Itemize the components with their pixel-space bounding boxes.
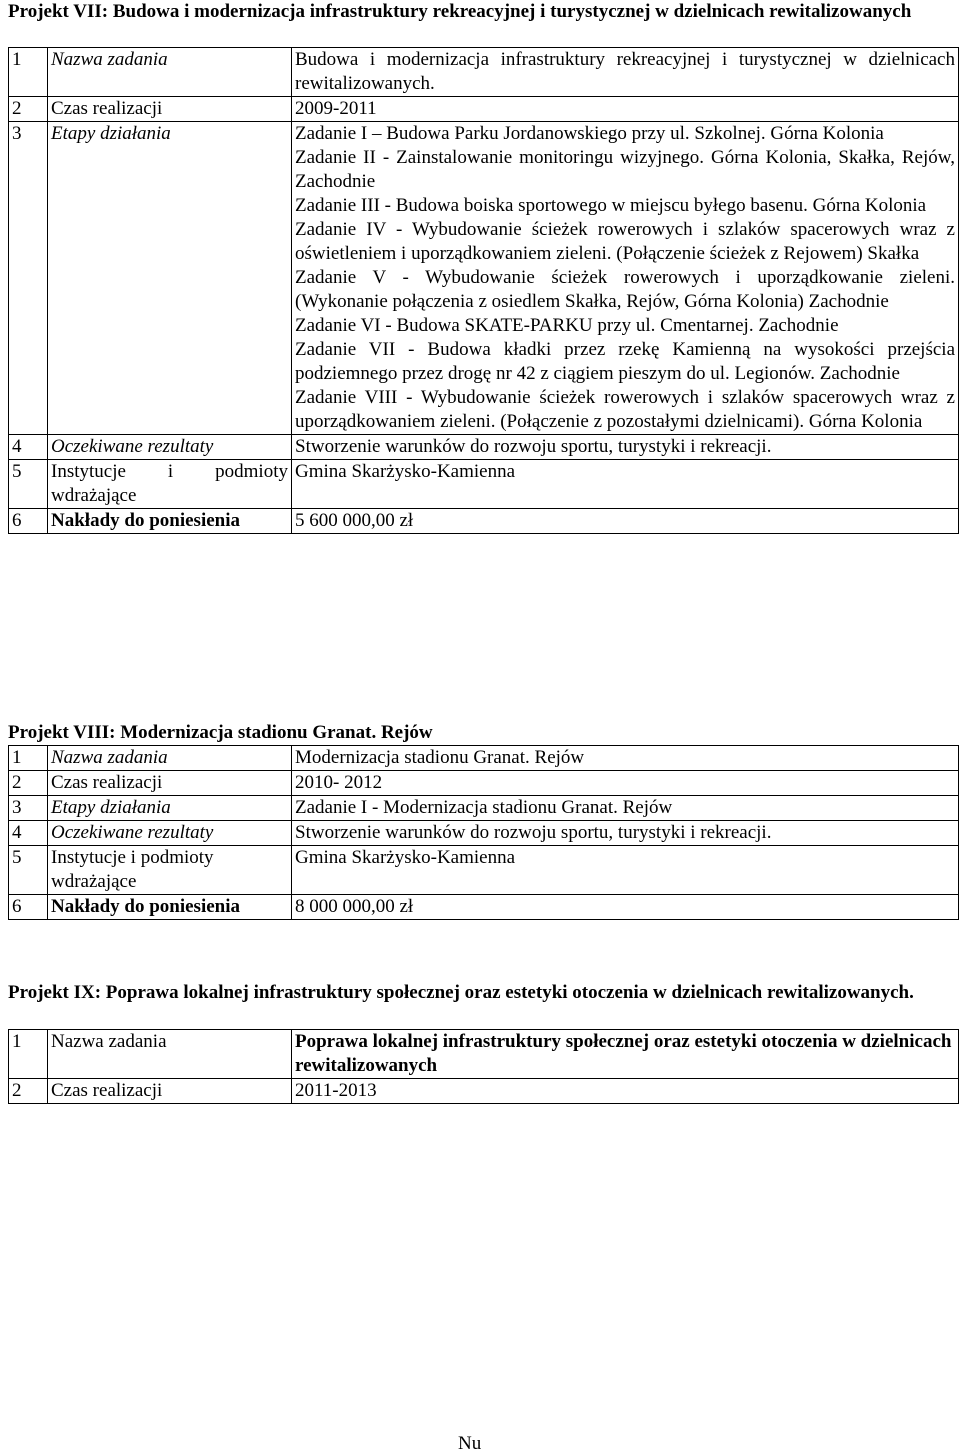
row-value: 2011-2013 (292, 1079, 959, 1104)
table-row (9, 1030, 959, 1079)
project-8-table (8, 745, 959, 920)
row-value: 8 000 000,00 zł (292, 895, 959, 920)
row-number: 3 (9, 122, 48, 435)
table-row (9, 796, 959, 821)
table-row (9, 895, 959, 920)
row-label: Oczekiwane rezultaty (48, 435, 292, 460)
row-label: Nazwa zadania (48, 48, 292, 97)
row-value: 2010- 2012 (292, 771, 959, 796)
row-number: 1 (9, 746, 48, 771)
row-number: 2 (9, 771, 48, 796)
row-label: Instytucje i podmioty wdrażające (48, 460, 292, 509)
task-item: Zadanie VII - Budowa kładki przez rzekę Kamienną na wysokości przejścia podziemnego przez drogę nr 42 z ciągiem pieszym do ul. Legionów. Zachodnie (295, 339, 955, 384)
page-footer: Nu (458, 1433, 482, 1454)
row-number: 5 (9, 460, 48, 509)
project-8-title: Projekt VIII: Modernizacja stadionu Granat. Rejów (8, 722, 433, 743)
row-label: Nazwa zadania (48, 746, 292, 771)
task-item: Zadanie VIII - Wybudowanie ścieżek rowerowych i szlaków spacerowych wraz z uporządkowaniem zieleni. (Połączenie z pozostałymi dzielnicami). Górna Kolonia (295, 387, 955, 432)
row-label: Czas realizacji (48, 1079, 292, 1104)
table-row (9, 48, 959, 97)
task-item: Zadanie I – Budowa Parku Jordanowskiego przy ul. Szkolnej. Górna Kolonia (295, 123, 884, 144)
task-item: Zadanie VI - Budowa SKATE-PARKU przy ul. Cmentarnej. Zachodnie (295, 315, 839, 336)
row-number: 1 (9, 48, 48, 97)
row-value: Budowa i modernizacja infrastruktury rekreacyjnej i turystycznej w dzielnicach rewitalizowanych. (292, 48, 959, 97)
row-number: 4 (9, 435, 48, 460)
table-row (9, 509, 959, 534)
row-value: Modernizacja stadionu Granat. Rejów (292, 746, 959, 771)
row-label: Czas realizacji (48, 97, 292, 122)
project-7-title: Projekt VII: Budowa i modernizacja infrastruktury rekreacyjnej i turystycznej w dzielnicach rewitalizowanych (8, 1, 912, 22)
table-row (9, 435, 959, 460)
row-label: Nazwa zadania (48, 1030, 292, 1079)
row-value: Stworzenie warunków do rozwoju sportu, turystyki i rekreacji. (292, 821, 959, 846)
row-label: Nakłady do poniesienia (48, 895, 292, 920)
row-value: Gmina Skarżysko-Kamienna (292, 846, 959, 895)
project-9-table (8, 1029, 959, 1104)
task-item: Zadanie II - Zainstalowanie monitoringu wizyjnego. Górna Kolonia, Skałka, Rejów, Zachodnie (295, 147, 955, 192)
row-number: 6 (9, 509, 48, 534)
row-label: Etapy działania (48, 796, 292, 821)
row-number: 3 (9, 796, 48, 821)
row-label: Czas realizacji (48, 771, 292, 796)
row-label: Etapy działania (48, 122, 292, 435)
table-row (9, 746, 959, 771)
task-item: Zadanie IV - Wybudowanie ścieżek rowerowych i szlaków spacerowych wraz z oświetleniem i uporządkowaniem zieleni. (Połączenie ścieżek z Rejowem) Skałka (295, 219, 955, 264)
row-number: 2 (9, 1079, 48, 1104)
project-9-title: Projekt IX: Poprawa lokalnej infrastruktury społecznej oraz estetyki otoczenia w dzielnicach rewitalizowanych. (8, 982, 914, 1003)
row-number: 5 (9, 846, 48, 895)
row-number: 2 (9, 97, 48, 122)
row-value: Poprawa lokalnej infrastruktury społecznej oraz estetyki otoczenia w dzielnicach rewitalizowanych (292, 1030, 959, 1079)
row-value: 2009-2011 (292, 97, 959, 122)
row-value: Zadanie I - Modernizacja stadionu Granat. Rejów (292, 796, 959, 821)
row-number: 1 (9, 1030, 48, 1079)
row-number: 4 (9, 821, 48, 846)
row-value: 5 600 000,00 zł (292, 509, 959, 534)
row-label: Instytucje i podmioty wdrażające (48, 846, 292, 895)
row-number: 6 (9, 895, 48, 920)
table-row (9, 771, 959, 796)
row-value: Gmina Skarżysko-Kamienna (292, 460, 959, 509)
table-row (9, 460, 959, 509)
task-item: Zadanie III - Budowa boiska sportowego w miejscu byłego basenu. Górna Kolonia (295, 195, 927, 216)
project-7-table (8, 47, 959, 534)
task-item: Zadanie V - Wybudowanie ścieżek rowerowych i uporządkowanie zieleni. (Wykonanie połączenia z osiedlem Skałka, Rejów, Górna Kolonia) Zachodnie (295, 267, 955, 312)
row-label: Nakłady do poniesienia (48, 509, 292, 534)
table-row (9, 1079, 959, 1104)
table-row (9, 97, 959, 122)
table-row (9, 122, 959, 435)
table-row (9, 821, 959, 846)
row-label: Oczekiwane rezultaty (48, 821, 292, 846)
task-list (292, 122, 959, 435)
table-row (9, 846, 959, 895)
row-value: Stworzenie warunków do rozwoju sportu, turystyki i rekreacji. (292, 435, 959, 460)
